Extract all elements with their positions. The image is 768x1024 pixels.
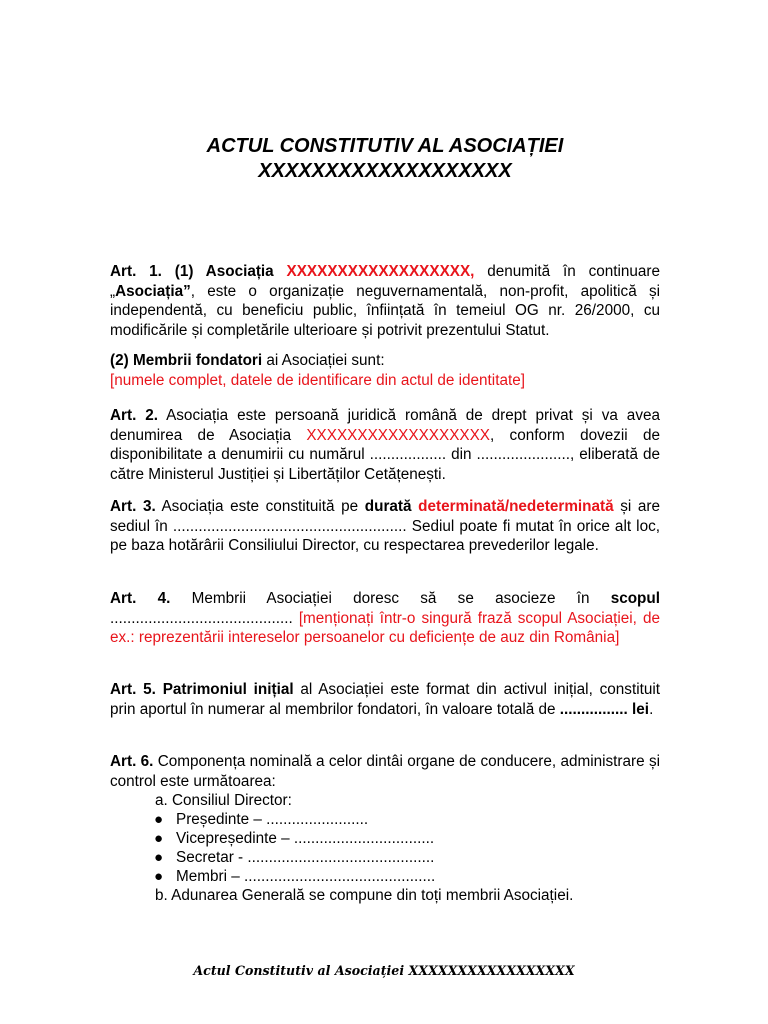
- bullet-text: Secretar - ............................................: [176, 849, 435, 866]
- art2-label: Art. 2.: [110, 407, 159, 424]
- bullet-item-presedinte: [154, 810, 369, 830]
- art1-label: Art. 1. (1) Asociația: [110, 263, 274, 280]
- article-6: [110, 752, 660, 791]
- art1-2-red-note: [numele complet, datele de identificare din actul de identitate]: [110, 371, 525, 389]
- article-1-2: [110, 351, 660, 390]
- art1-text-a: denumită în continuare „: [110, 263, 661, 300]
- article-4: [110, 589, 660, 648]
- art4-text-a: Membrii Asociației doresc să se asocieze în: [170, 590, 611, 607]
- art3-durata: durată: [364, 498, 412, 515]
- art2-text-b: , conform dovezii de disponibilitate a denumirii cu numărul .................. din ......................, eliberată de către Ministerul Justiției și Libertăților Cetățenești.: [110, 426, 660, 483]
- page-footer: Actul Constitutiv al Asociației XXXXXXXXXXXXXXXXX: [193, 963, 575, 978]
- bullet-item-secretar: [154, 848, 435, 868]
- art1-text-b: , este o organizație neguvernamentală, non-profit, apolitică și independentă, cu beneficiu public, înființată în temeiul OG nr. 26/2000, cu modificările și completările ulterioare și potrivit prezentului Statut.: [110, 282, 660, 339]
- art1-2-label: (2) Membrii fondatori: [110, 352, 263, 369]
- bullet-icon: ●: [154, 849, 164, 866]
- art5-value: ................ lei: [559, 700, 650, 718]
- art2-name-placeholder: XXXXXXXXXXXXXXXXXX: [306, 426, 491, 444]
- bullet-text: Membri – .............................................: [176, 868, 436, 885]
- bullet-icon: ●: [154, 868, 164, 885]
- document-title: [110, 134, 660, 184]
- article-2: [110, 406, 660, 484]
- art6-sub-b: b. Adunarea Generală se compune din toți membrii Asociației.: [155, 887, 574, 904]
- art1-name-placeholder: XXXXXXXXXXXXXXXXXX,: [286, 263, 475, 280]
- art6-label: Art. 6.: [110, 753, 154, 770]
- title-line-1: ACTUL CONSTITUTIV AL ASOCIAȚIEI: [206, 135, 564, 157]
- bullet-text: Președinte – ........................: [176, 811, 369, 828]
- art3-durata-type: determinată/nedeterminată: [411, 498, 614, 515]
- art4-label: Art. 4.: [110, 590, 171, 607]
- art3-label: Art. 3.: [110, 498, 156, 515]
- bullet-text: Vicepreședinte – .................................: [176, 830, 435, 847]
- bullet-icon: ●: [154, 811, 164, 828]
- bullet-item-membri: [154, 867, 436, 887]
- art1-asociatia: Asociația”: [115, 282, 191, 300]
- art4-text-b: ...........................................: [110, 609, 299, 627]
- art6-sub-a: a. Consiliul Director:: [155, 792, 292, 809]
- article-5: [110, 680, 660, 719]
- art3-text-a: Asociația este constituită pe: [155, 498, 365, 515]
- art4-red-note: [menționați într-o singură frază scopul Asociației, de ex.: reprezentării intereselor persoanelor cu deficiențe de auz din România]: [110, 609, 660, 647]
- art2-text-a: Asociația este persoană juridică română de drept privat și va avea denumirea de Asociația: [110, 407, 660, 444]
- bullet-item-vicepresedinte: [154, 829, 435, 849]
- art5-label: Art. 5. Patrimoniul inițial: [110, 681, 294, 698]
- article-1: [110, 262, 660, 340]
- article-3: [110, 497, 660, 556]
- art1-2-text: ai Asociației sunt:: [262, 352, 385, 369]
- art3-text-b: și are sediul în ....................................................... Sediul poate fi mutat în orice alt loc, pe baza hotărârii Consiliului Director, cu respectarea prevederilor legale.: [110, 498, 661, 555]
- bullet-icon: ●: [154, 830, 164, 847]
- art5-text-b: .: [649, 700, 654, 718]
- art6-text: Componența nominală a celor dintâi organe de conducere, administrare și control este următoarea:: [110, 753, 660, 790]
- art4-scopul: scopul: [610, 590, 660, 607]
- title-line-2: XXXXXXXXXXXXXXXXXXX: [258, 160, 512, 182]
- art5-text-a: al Asociației este format din activul inițial, constituit prin aportul în numerar al membrilor fondatori, în valoare totală de: [110, 681, 660, 718]
